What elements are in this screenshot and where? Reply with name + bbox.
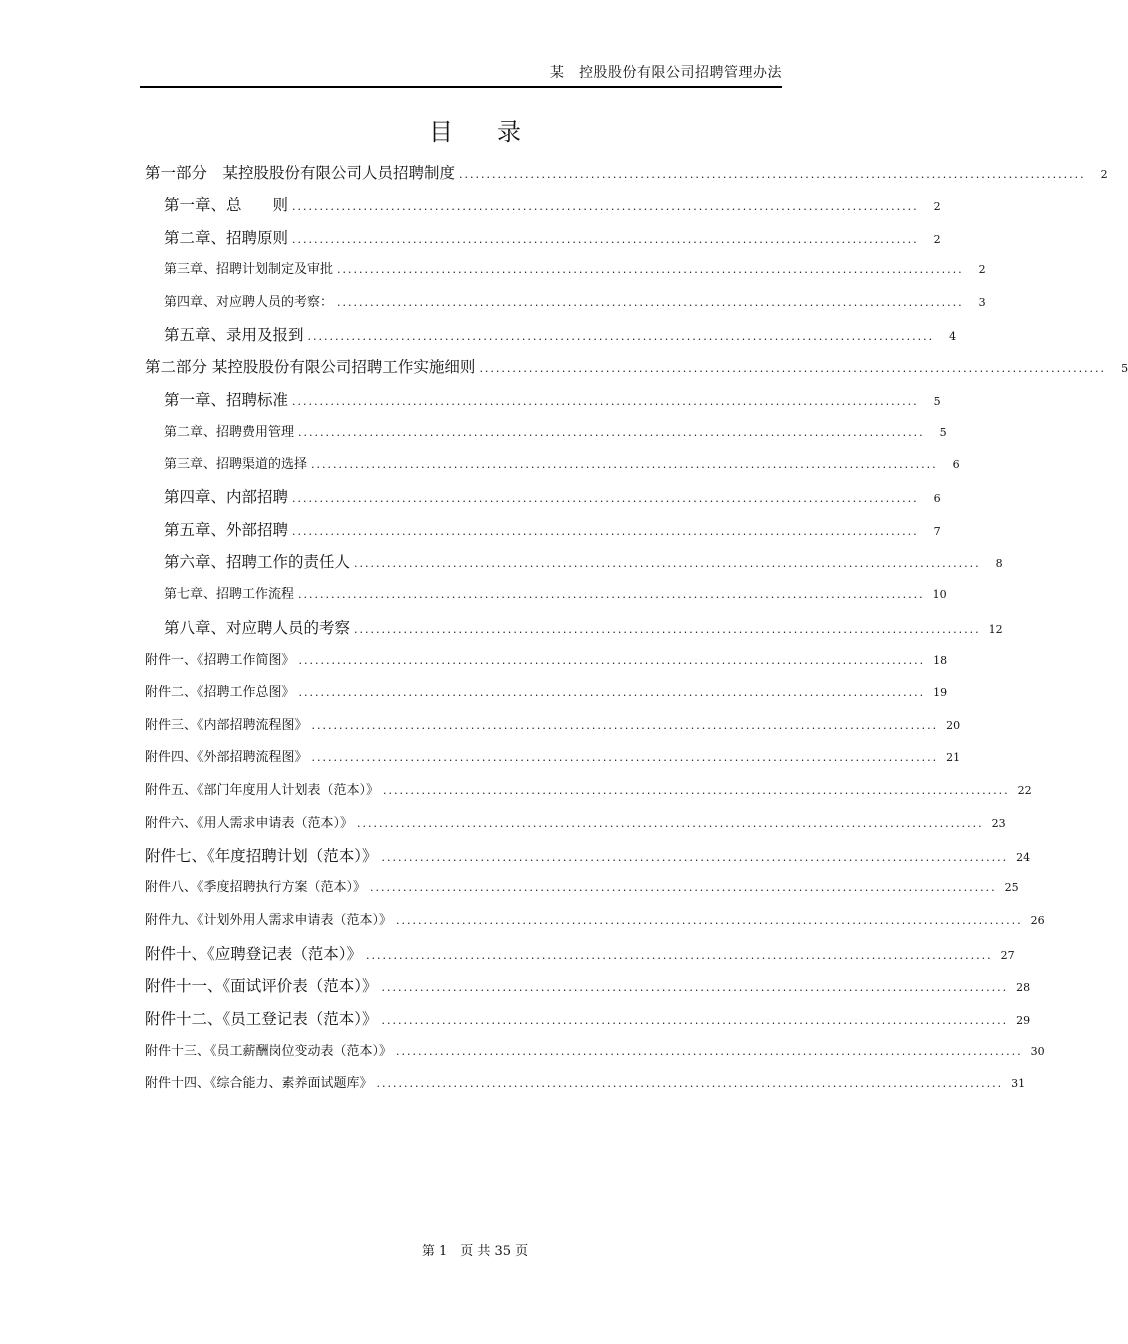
toc-page-number: 22 bbox=[1017, 784, 1032, 797]
toc-entry[interactable] bbox=[164, 226, 941, 250]
toc-dot-leader: .................................................................................................................. bbox=[298, 426, 925, 439]
toc-entry-appendix[interactable] bbox=[145, 649, 948, 673]
toc-page-number: 21 bbox=[946, 751, 961, 764]
toc-page-number: 12 bbox=[988, 623, 1003, 636]
toc-dot-leader: .................................................................................................................. bbox=[292, 525, 919, 538]
toc-dot-leader: .................................................................................................................. bbox=[459, 168, 1086, 181]
toc-entry-appendix[interactable] bbox=[145, 714, 961, 738]
toc-entry[interactable] bbox=[164, 485, 941, 509]
toc-entry-text: 第二部分 某控股股份有限公司招聘工作实施细则 bbox=[145, 358, 476, 376]
toc-page-number: 23 bbox=[991, 817, 1006, 830]
toc-page-number: 25 bbox=[1004, 881, 1019, 894]
toc-dot-leader: .................................................................................................................. bbox=[311, 719, 939, 732]
toc-page-number: 26 bbox=[1030, 914, 1045, 927]
toc-dot-leader: .................................................................................................................. bbox=[298, 686, 926, 699]
toc-dot-leader: .................................................................................................................. bbox=[337, 263, 964, 276]
toc-dot-leader: .................................................................................................................. bbox=[298, 654, 926, 667]
toc-entry[interactable] bbox=[164, 388, 941, 412]
toc-entry[interactable] bbox=[164, 550, 1003, 574]
toc-dot-leader: .................................................................................................................. bbox=[311, 751, 939, 764]
toc-dot-leader: .................................................................................................................. bbox=[337, 296, 964, 309]
toc-entry-text: 第六章、招聘工作的责任人 bbox=[164, 553, 351, 571]
toc-page-number: 27 bbox=[1000, 949, 1015, 962]
toc-entry-text: 第二章、招聘费用管理 bbox=[164, 425, 295, 440]
toc-dot-leader: .................................................................................................................. bbox=[366, 949, 993, 962]
toc-dot-leader: .................................................................................................................. bbox=[396, 914, 1023, 927]
toc-entry-text: 第七章、招聘工作流程 bbox=[164, 587, 295, 602]
toc-entry-text: 附件六、《用人需求申请表（范本）》 bbox=[145, 816, 354, 831]
toc-page-number: 2 bbox=[1100, 168, 1108, 181]
toc-dot-leader: .................................................................................................................. bbox=[381, 1014, 1009, 1027]
toc-entry-text: 附件八、《季度招聘执行方案（范本）》 bbox=[145, 880, 367, 895]
toc-entry-text: 第八章、对应聘人员的考察 bbox=[164, 619, 351, 637]
toc-entry-appendix[interactable] bbox=[145, 1040, 1045, 1064]
toc-entry-text: 附件十四、《综合能力、素养面试题库》 bbox=[145, 1076, 373, 1091]
toc-page-number: 6 bbox=[933, 492, 941, 505]
toc-entry-appendix[interactable] bbox=[145, 1007, 1031, 1031]
toc-page-number: 19 bbox=[933, 686, 948, 699]
toc-dot-leader: .................................................................................................................. bbox=[311, 458, 938, 471]
toc-dot-leader: .................................................................................................................. bbox=[381, 851, 1009, 864]
toc-entry[interactable] bbox=[164, 518, 941, 542]
toc-entry-text: 第三章、招聘计划制定及审批 bbox=[164, 262, 334, 277]
toc-entry-text: 附件五、《部门年度用人计划表（范本）》 bbox=[145, 783, 380, 798]
toc-dot-leader: .................................................................................................................. bbox=[292, 492, 919, 505]
toc-entry-text: 第五章、录用及报到 bbox=[164, 326, 304, 344]
toc-page-number: 6 bbox=[952, 458, 960, 471]
toc-page-number: 29 bbox=[1016, 1014, 1031, 1027]
toc-dot-leader: .................................................................................................................. bbox=[307, 330, 935, 343]
toc-entry-appendix[interactable] bbox=[145, 974, 1031, 998]
toc-entry-part-2[interactable] bbox=[145, 355, 1128, 379]
toc-dot-leader: .................................................................................................................. bbox=[292, 200, 919, 213]
toc-page-number: 4 bbox=[949, 330, 957, 343]
toc-entry[interactable] bbox=[164, 193, 941, 217]
toc-page-number: 2 bbox=[933, 233, 941, 246]
toc-entry-appendix[interactable] bbox=[145, 812, 1006, 836]
toc-dot-leader: .................................................................................................................. bbox=[396, 1045, 1023, 1058]
toc-entry-text: 附件十、《应聘登记表（范本）》 bbox=[145, 945, 363, 963]
toc-dot-leader: .................................................................................................................. bbox=[479, 362, 1107, 375]
toc-dot-leader: .................................................................................................................. bbox=[292, 395, 919, 408]
toc-entry-text: 附件七、《年度招聘计划（范本）》 bbox=[145, 847, 378, 865]
toc-page-number: 5 bbox=[939, 426, 947, 439]
page-header: 某 控股股份有限公司招聘管理办法 bbox=[550, 65, 782, 81]
toc-entry-text: 第一部分 某控股股份有限公司人员招聘制度 bbox=[145, 164, 456, 182]
toc-entry-appendix[interactable] bbox=[145, 1072, 1026, 1096]
toc-dot-leader: .................................................................................................................. bbox=[357, 817, 984, 830]
toc-entry[interactable] bbox=[164, 616, 1003, 640]
toc-page-number: 2 bbox=[933, 200, 941, 213]
toc-entry-text: 第三章、招聘渠道的选择 bbox=[164, 457, 308, 472]
toc-dot-leader: .................................................................................................................. bbox=[354, 557, 981, 570]
page-footer: 第 1 页 共 35 页 bbox=[421, 1244, 529, 1259]
toc-entry-appendix[interactable] bbox=[145, 681, 948, 705]
toc-entry-appendix[interactable] bbox=[145, 746, 961, 770]
toc-page-number: 18 bbox=[933, 654, 948, 667]
toc-page-number: 2 bbox=[978, 263, 986, 276]
toc-page-number: 3 bbox=[978, 296, 986, 309]
toc-page-number: 24 bbox=[1016, 851, 1031, 864]
toc-entry[interactable] bbox=[164, 583, 947, 607]
toc-entry-text: 附件十二、《员工登记表（范本）》 bbox=[145, 1010, 378, 1028]
toc-entry[interactable] bbox=[164, 258, 986, 282]
toc-entry-text: 第四章、内部招聘 bbox=[164, 488, 289, 506]
toc-entry-text: 附件二、《招聘工作总图》 bbox=[145, 685, 295, 700]
toc-page-number: 7 bbox=[933, 525, 941, 538]
toc-dot-leader: .................................................................................................................. bbox=[383, 784, 1010, 797]
toc-entry[interactable] bbox=[164, 421, 947, 445]
header-rule bbox=[140, 86, 782, 88]
toc-entry-text: 附件三、《内部招聘流程图》 bbox=[145, 718, 308, 733]
toc-page-number: 5 bbox=[933, 395, 941, 408]
toc-dot-leader: .................................................................................................................. bbox=[376, 1077, 1004, 1090]
toc-entry[interactable] bbox=[164, 453, 960, 477]
toc-entry-text: 附件一、《招聘工作简图》 bbox=[145, 653, 295, 668]
toc-entry-appendix[interactable] bbox=[145, 844, 1031, 868]
toc-dot-leader: .................................................................................................................. bbox=[381, 981, 1009, 994]
toc-entry-part-1[interactable] bbox=[145, 161, 1108, 185]
toc-page-number: 10 bbox=[932, 588, 947, 601]
toc-entry-appendix[interactable] bbox=[145, 876, 1019, 900]
toc-page-number: 5 bbox=[1121, 362, 1128, 375]
toc-entry-text: 附件四、《外部招聘流程图》 bbox=[145, 750, 308, 765]
toc-entry-text: 附件九、《计划外用人需求申请表（范本）》 bbox=[145, 913, 393, 928]
toc-entry-text: 第一章、总 则 bbox=[164, 196, 289, 214]
toc-dot-leader: .................................................................................................................. bbox=[354, 623, 981, 636]
toc-page-number: 30 bbox=[1030, 1045, 1045, 1058]
toc-page-number: 20 bbox=[946, 719, 961, 732]
toc-entry-text: 附件十三、《员工薪酬岗位变动表（范本）》 bbox=[145, 1044, 393, 1059]
toc-entry-text: 附件十一、《面试评价表（范本）》 bbox=[145, 977, 378, 995]
toc-entry-text: 第二章、招聘原则 bbox=[164, 229, 289, 247]
toc-page-number: 8 bbox=[995, 557, 1003, 570]
toc-title: 目录 bbox=[429, 118, 565, 146]
toc-page-number: 31 bbox=[1011, 1077, 1026, 1090]
toc-entry-appendix[interactable] bbox=[145, 909, 1045, 933]
toc-dot-leader: .................................................................................................................. bbox=[298, 588, 925, 601]
toc-entry-appendix[interactable] bbox=[145, 779, 1032, 803]
toc-entry-text: 第五章、外部招聘 bbox=[164, 521, 289, 539]
toc-entry-appendix[interactable] bbox=[145, 942, 1015, 966]
toc-page-number: 28 bbox=[1016, 981, 1031, 994]
toc-dot-leader: .................................................................................................................. bbox=[370, 881, 997, 894]
toc-dot-leader: .................................................................................................................. bbox=[292, 233, 919, 246]
toc-entry-text: 第一章、招聘标准 bbox=[164, 391, 289, 409]
toc-entry[interactable] bbox=[164, 291, 986, 315]
toc-entry-text: 第四章、对应聘人员的考察： bbox=[164, 295, 334, 310]
toc-entry[interactable] bbox=[164, 323, 957, 347]
